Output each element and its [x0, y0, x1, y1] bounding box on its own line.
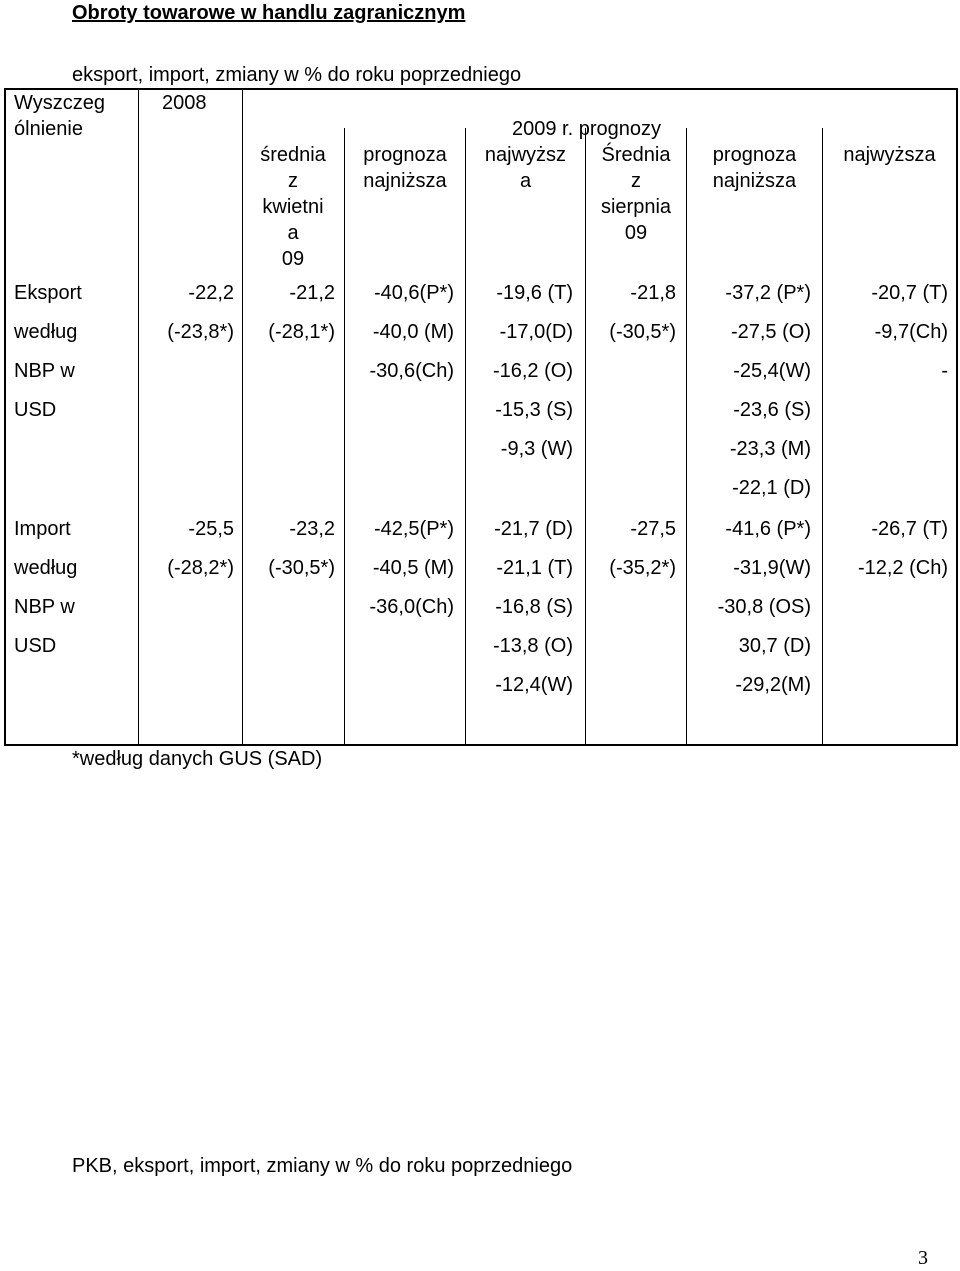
header-srednia-kwietnia: średnia z kwietni a 09: [260, 144, 326, 270]
table-subtitle: eksport, import, zmiany w % do roku poprzedniego: [72, 64, 522, 86]
table-border-left: [4, 88, 6, 746]
import-avg-april: -23,2 (-30,5*): [268, 518, 335, 579]
row-label-header: ólnienie: [14, 118, 83, 140]
footnote: *według danych GUS (SAD): [72, 748, 323, 770]
export-low-april: -40,6(P*) -40,0 (M) -30,6(Ch): [369, 282, 454, 382]
column-divider: [344, 128, 345, 746]
header-forecast-2009: 2009 r. prognozy: [512, 118, 661, 140]
row-label-import: Import według NBP w USD: [14, 518, 78, 657]
import-high-april: -21,7 (D) -21,1 (T) -16,8 (S) -13,8 (O) -12,4(W): [492, 518, 573, 696]
import-2008: -25,5 (-28,2*): [167, 518, 234, 579]
header-2008: 2008: [162, 92, 207, 114]
import-high-august: -26,7 (T) -12,2 (Ch): [857, 518, 948, 579]
column-divider: [822, 128, 823, 746]
export-avg-august: -21,8 (-30,5*): [609, 282, 676, 343]
table-border-top: [4, 88, 958, 90]
export-low-august: -37,2 (P*) -27,5 (O) -25,4(W) -23,6 (S) -23,3 (M) -22,1 (D): [725, 282, 811, 499]
header-srednia-sierpnia: Średnia z sierpnia 09: [600, 144, 672, 244]
page-number: 3: [918, 1247, 928, 1269]
export-high-august: -20,7 (T) -9,7(Ch) -: [871, 282, 948, 382]
row-label-export: Eksport według NBP w USD: [14, 282, 82, 421]
export-high-april: -19,6 (T) -17,0(D) -16,2 (O) -15,3 (S) -9,3 (W): [492, 282, 573, 460]
page-title: Obroty towarowe w handlu zagranicznym: [72, 2, 466, 24]
table-border-right: [956, 88, 958, 746]
header-najwyzsza: najwyższa: [843, 144, 936, 166]
column-divider: [138, 88, 139, 746]
import-low-august: -41,6 (P*) -31,9(W) -30,8 (OS) 30,7 (D) -29,2(M): [717, 518, 811, 696]
export-avg-april: -21,2 (-28,1*): [268, 282, 335, 343]
header-prognoza-najnizsza: prognoza najniższa: [712, 144, 797, 192]
header-najwyzsza: najwyższ a: [484, 144, 567, 192]
export-2008: -22,2 (-23,8*): [167, 282, 234, 343]
section-heading: PKB, eksport, import, zmiany w % do roku poprzedniego: [72, 1155, 573, 1177]
row-label-header: Wyszczeg: [14, 92, 105, 114]
header-prognoza-najnizsza: prognoza najniższa: [363, 144, 447, 192]
trade-table: [0, 88, 960, 746]
import-low-april: -42,5(P*) -40,5 (M) -36,0(Ch): [369, 518, 454, 618]
import-avg-august: -27,5 (-35,2*): [609, 518, 676, 579]
